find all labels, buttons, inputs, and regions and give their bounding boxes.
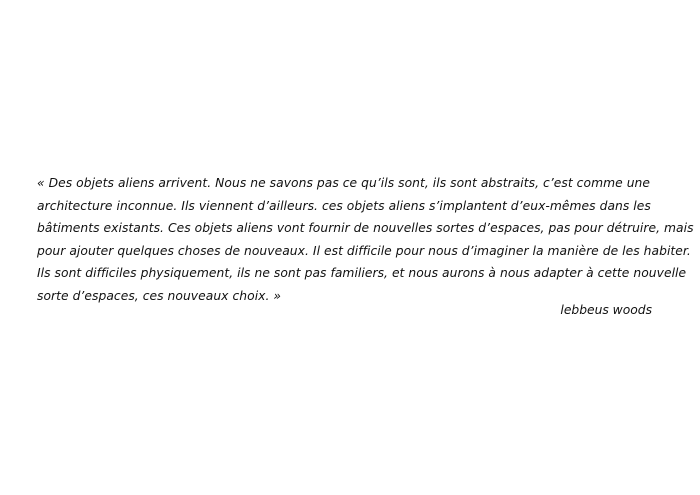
quote-line-1: « Des objets aliens arrivent. Nous ne savons pas ce qu’ils sont, ils sont abstraits, c’est comme une xyxy=(37,176,651,190)
quote-line-4: pour ajouter quelques choses de nouveaux. Il est difficile pour nous d’imaginer la manière de les habiter. xyxy=(37,243,691,258)
quote-author: lebbeus woods xyxy=(560,303,652,317)
quote-line-3: bâtiments existants. Ces objets aliens vont fournir de nouvelles sortes d’espaces, pas pour détruire, mais xyxy=(37,221,694,236)
quote-line-2: architecture inconnue. Ils viennent d’ailleurs. ces objets aliens s’implantent d’eux-mêmes dans les xyxy=(37,198,651,213)
quote-line-5: Ils sont difficiles physiquement, ils ne sont pas familiers, et nous aurons à nous adapter à cette nouvelle xyxy=(37,266,687,281)
quote-block xyxy=(37,172,694,308)
quote-line-6: sorte d’espaces, ces nouveaux choix. » xyxy=(37,288,282,303)
